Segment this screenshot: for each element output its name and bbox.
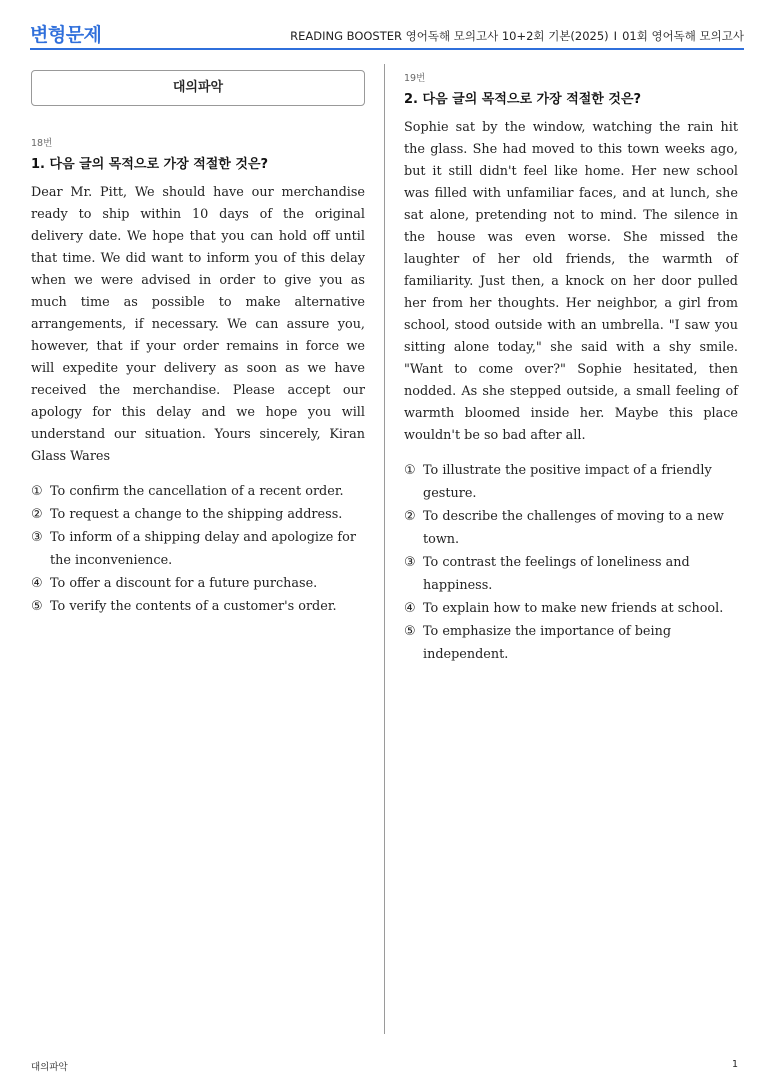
choice-text: To verify the contents of a customer's order. bbox=[50, 599, 337, 614]
choice-number: ⑤ bbox=[404, 624, 416, 639]
page-header bbox=[30, 18, 744, 50]
choice-item[interactable] bbox=[31, 595, 365, 618]
choice-item[interactable] bbox=[404, 620, 738, 666]
choice-number: ① bbox=[404, 463, 416, 478]
test-title: 01회 영어독해 모의고사 bbox=[622, 29, 744, 43]
choice-number: ② bbox=[404, 509, 416, 524]
choice-text: To emphasize the importance of being independent. bbox=[423, 624, 672, 662]
column-divider bbox=[384, 64, 385, 1034]
choice-item[interactable] bbox=[31, 480, 365, 503]
choice-list bbox=[31, 480, 365, 618]
page-number: 1 bbox=[731, 1059, 738, 1070]
question-number: 19번 bbox=[404, 73, 426, 84]
choice-item[interactable] bbox=[31, 572, 365, 595]
choice-number: ③ bbox=[404, 555, 416, 570]
choice-list bbox=[404, 459, 738, 666]
choice-text: To confirm the cancellation of a recent order. bbox=[50, 484, 344, 499]
choice-text: To offer a discount for a future purchase. bbox=[50, 576, 318, 591]
book-title: READING BOOSTER 영어독해 모의고사 10+2회 기본(2025) bbox=[290, 29, 609, 43]
choice-number: ① bbox=[31, 484, 43, 499]
choice-number: ④ bbox=[404, 601, 416, 616]
question-passage: Dear Mr. Pitt, We should have our merchandise ready to ship within 10 days of the original delivery date. We hope that you can hold off until that time. We did want to inform you of this delay when we were advised in order to give you as much time as possible to make alternative arrangements, if necessary. We can assure you, however, that if your order remains in force we will expedite your delivery as soon as we have received the merchandise. Please accept our apology for this delay and we hope you will understand our situation. Yours sincerely, Kiran Glass Wares bbox=[31, 185, 365, 464]
choice-text: To request a change to the shipping address. bbox=[50, 507, 343, 522]
question-title: 2. 다음 글의 목적으로 가장 적절한 것은? bbox=[404, 92, 642, 107]
section-title-box: 대의파악 bbox=[31, 70, 365, 106]
header-separator: I bbox=[613, 29, 618, 43]
choice-number: ④ bbox=[31, 576, 43, 591]
choice-item[interactable] bbox=[31, 526, 365, 572]
choice-number: ② bbox=[31, 507, 43, 522]
choice-text: To describe the challenges of moving to a new town. bbox=[423, 509, 724, 547]
choice-text: To contrast the feelings of loneliness and happiness. bbox=[423, 555, 690, 593]
brand-title: 변형문제 bbox=[30, 24, 102, 46]
choice-number: ③ bbox=[31, 530, 43, 545]
choice-number: ⑤ bbox=[31, 599, 43, 614]
question-passage: Sophie sat by the window, watching the rain hit the glass. She had moved to this town weeks ago, but it still didn't feel like home. Her new school was filled with unfamiliar faces, and at lunch, she sat alone, pretending not to mind. The silence in the house was even worse. She missed the laughter of her old friends, the warmth of familiarity. Just then, a knock on her door pulled her from her thoughts. Her neighbor, a girl from school, stood outside with an umbrella. "I saw you sitting alone today," she said with a shy smile. "Want to come over?" Sophie hesitated, then nodded. As she stepped outside, a small feeling of warmth bloomed inside her. Maybe this place wouldn't be so bad after all. bbox=[404, 120, 738, 443]
choice-text: To explain how to make new friends at school. bbox=[423, 601, 724, 616]
question-title: 1. 다음 글의 목적으로 가장 적절한 것은? bbox=[31, 157, 269, 172]
left-column bbox=[31, 70, 365, 618]
question-number: 18번 bbox=[31, 138, 53, 149]
right-column bbox=[404, 70, 738, 666]
choice-text: To illustrate the positive impact of a friendly gesture. bbox=[423, 463, 712, 501]
header-book-info bbox=[290, 28, 744, 44]
choice-item[interactable] bbox=[404, 459, 738, 505]
choice-item[interactable] bbox=[404, 551, 738, 597]
choice-item[interactable] bbox=[31, 503, 365, 526]
choice-item[interactable] bbox=[404, 505, 738, 551]
footer-section-label: 대의파악 bbox=[31, 1062, 68, 1073]
choice-text: To inform of a shipping delay and apologize for the inconvenience. bbox=[50, 530, 356, 568]
choice-item[interactable] bbox=[404, 597, 738, 620]
